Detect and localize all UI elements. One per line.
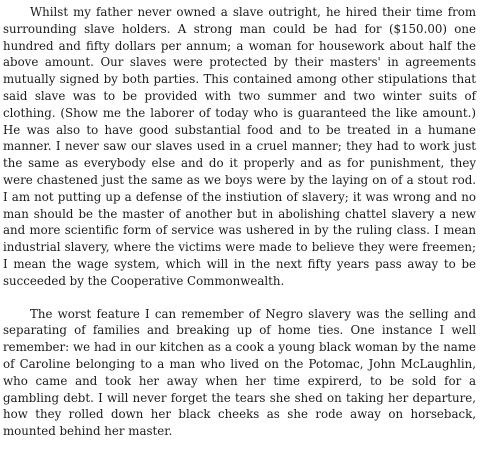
paragraph-worst-feature: The worst feature I can remember of Negro slavery was the selling and separating of families and breaking up of home ties. One instance I well remember: we had in our kitchen as a cook a young black woman by the name of Caroline belonging to a man who lived on the Potomac, John McLaughlin, who came and took her away when her time expirerd, to be sold for a gambling debt. I will never forget the tears she shed on taking her departure, how they rolled down her black cheeks as she rode away on horseback, mounted behind her master. (3, 306, 476, 439)
paragraph-hired-slaves: Whilst my father never owned a slave outright, he hired their time from surrounding slave holders. A strong man could be had for ($150.00) one hundred and fifty dollars per annum; a woman for housework about half the above amount. Our slaves were protected by their masters' in agreements mutually signed by both parties. This contained among other stipulations that said slave was to be provided with two summer and two winter suits of clothing. (Show me the laborer of today who is guaranteed the like amount.) He was also to have good substantial food and to be treated in a humane manner. I never saw our slaves used in a cruel manner; they had to work just the same as everybody else and do it properly and as for punishment, they were chastened just the same as we boys were by the laying on of a stout rod. I am not putting up a defense of the instiution of slavery; it was wrong and no man should be the master of another but in abolishing chattel slavery a new and more scientific form of service was ushered in by the ruling class. I mean industrial slavery, where the victims were made to believe they were freemen; I mean the wage system, which will in the next fifty years pass away to be succeeded by the Cooperative Commonwealth. (3, 5, 476, 288)
